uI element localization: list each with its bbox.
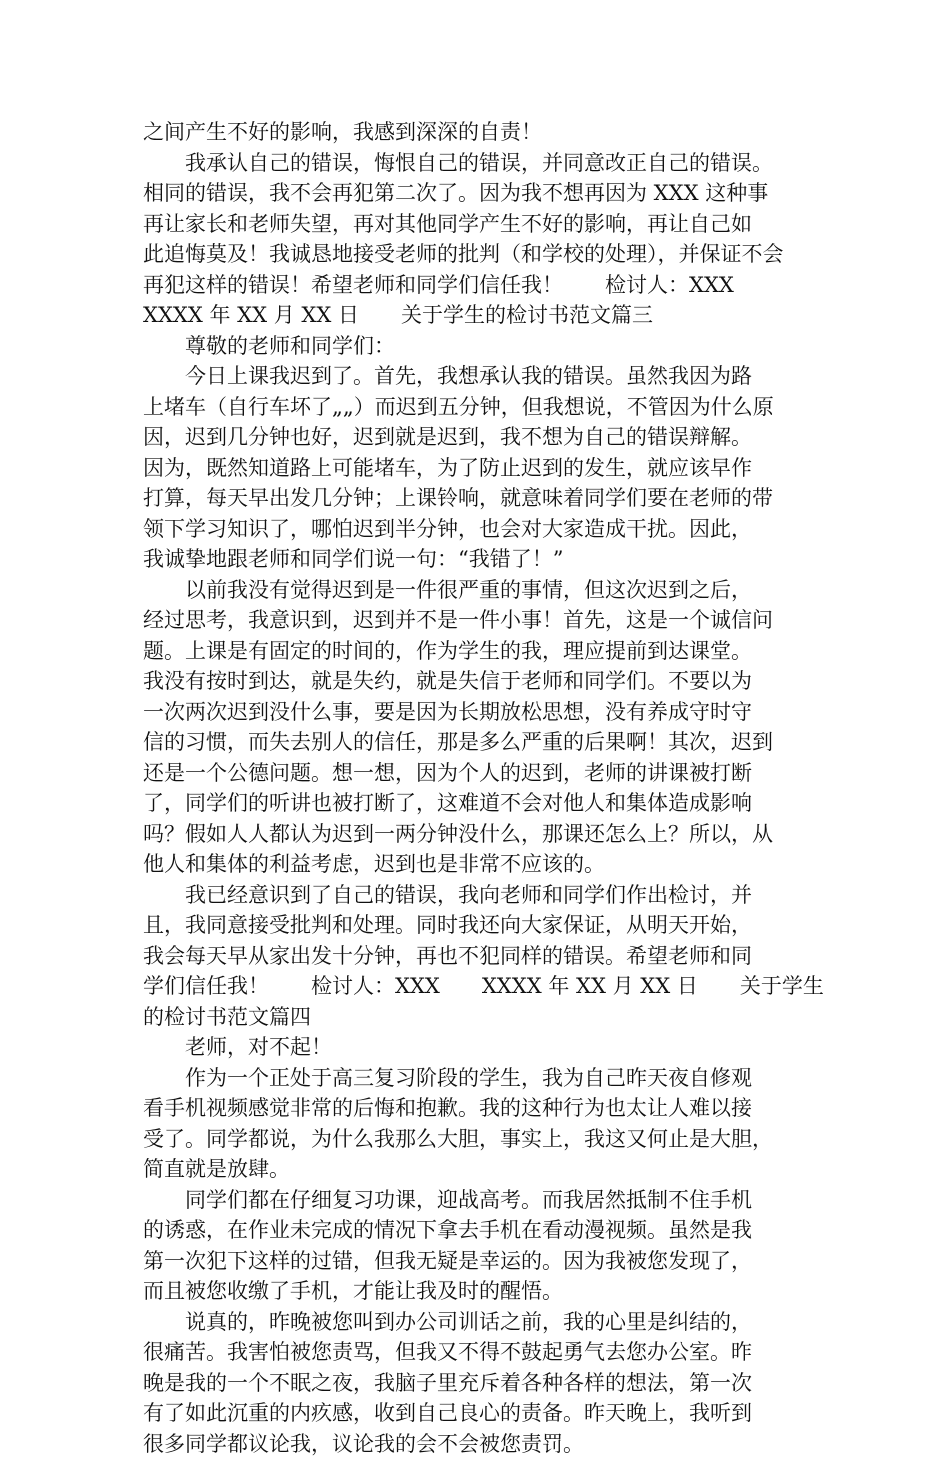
text-line: 很多同学都议论我，议论我的会不会被您责罚。 [143,1429,815,1459]
text-line: 领下学习知识了，哪怕迟到半分钟，也会对大家造成干扰。因此， [143,514,815,545]
text-line: XXXX 年 XX 月 XX 日 关于学生的检讨书范文篇三 [143,300,815,331]
text-line: 同学们都在仔细复习功课，迎战高考。而我居然抵制不住手机 [143,1185,815,1216]
text-line: 很痛苦。我害怕被您责骂，但我又不得不鼓起勇气去您办公室。昨 [143,1337,815,1368]
text-line: 了，同学们的听讲也被打断了，这难道不会对他人和集体造成影响 [143,788,815,819]
text-line: 因，迟到几分钟也好，迟到就是迟到，我不想为自己的错误辩解。 [143,422,815,453]
text-line: 信的习惯，而失去别人的信任，那是多么严重的后果啊！其次，迟到 [143,727,815,758]
text-line: 且，我同意接受批判和处理。同时我还向大家保证，从明天开始， [143,910,815,941]
text-line: 此追悔莫及！我诚恳地接受老师的批判（和学校的处理），并保证不会 [143,239,815,270]
text-line: 第一次犯下这样的过错，但我无疑是幸运的。因为我被您发现了， [143,1246,815,1277]
text-line: 晚是我的一个不眠之夜，我脑子里充斥着各种各样的想法，第一次 [143,1368,815,1399]
text-line: 一次两次迟到没什么事，要是因为长期放松思想，没有养成守时守 [143,697,815,728]
text-line: 老师，对不起！ [143,1032,815,1063]
text-line: 简直就是放肆。 [143,1154,815,1185]
text-line: 的诱惑，在作业未完成的情况下拿去手机在看动漫视频。虽然是我 [143,1215,815,1246]
text-line: 我诚挚地跟老师和同学们说一句：“我错了！” [143,544,815,575]
text-line: 经过思考，我意识到，迟到并不是一件小事！首先，这是一个诚信问 [143,605,815,636]
text-line: 有了如此沉重的内疚感，收到自己良心的责备。昨天晚上，我听到 [143,1398,815,1429]
text-line: 学们信任我！ 检讨人：XXX XXXX 年 XX 月 XX 日 关于学生 [143,971,815,1002]
text-line: 我没有按时到达，就是失约，就是失信于老师和同学们。不要以为 [143,666,815,697]
text-line: 相同的错误，我不会再犯第二次了。因为我不想再因为 XXX 这种事 [143,178,815,209]
text-line: 我承认自己的错误，悔恨自己的错误，并同意改正自己的错误。 [143,148,815,179]
text-line: 打算，每天早出发几分钟；上课铃响，就意味着同学们要在老师的带 [143,483,815,514]
text-line: 的检讨书范文篇四 [143,1002,815,1033]
text-line: 我会每天早从家出发十分钟，再也不犯同样的错误。希望老师和同 [143,941,815,972]
text-line: 因为，既然知道路上可能堵车，为了防止迟到的发生，就应该早作 [143,453,815,484]
text-line: 受了。同学都说，为什么我那么大胆，事实上，我这又何止是大胆， [143,1124,815,1155]
text-line: 看手机视频感觉非常的后悔和抱歉。我的这种行为也太让人难以接 [143,1093,815,1124]
text-line: 今日上课我迟到了。首先，我想承认我的错误。虽然我因为路 [143,361,815,392]
text-line: 我已经意识到了自己的错误，我向老师和同学们作出检讨，并 [143,880,815,911]
text-line: 再让家长和老师失望，再对其他同学产生不好的影响，再让自己如 [143,209,815,240]
text-line: 作为一个正处于高三复习阶段的学生，我为自己昨天夜自修观 [143,1063,815,1094]
text-line: 还是一个公德问题。想一想，因为个人的迟到，老师的讲课被打断 [143,758,815,789]
text-line: 之间产生不好的影响，我感到深深的自责！ [143,117,815,148]
document-body [143,117,815,1459]
text-line: 尊敬的老师和同学们： [143,331,815,362]
text-line: 说真的，昨晚被您叫到办公司训话之前，我的心里是纠结的， [143,1307,815,1338]
text-line: 题。上课是有固定的时间的，作为学生的我，理应提前到达课堂。 [143,636,815,667]
text-line: 吗？假如人人都认为迟到一两分钟没什么，那课还怎么上？所以，从 [143,819,815,850]
text-line: 他人和集体的利益考虑，迟到也是非常不应该的。 [143,849,815,880]
text-line: 而且被您收缴了手机，才能让我及时的醒悟。 [143,1276,815,1307]
text-line: 上堵车（自行车坏了„„）而迟到五分钟，但我想说，不管因为什么原 [143,392,815,423]
text-line: 以前我没有觉得迟到是一件很严重的事情，但这次迟到之后， [143,575,815,606]
text-line: 再犯这样的错误！希望老师和同学们信任我！ 检讨人：XXX [143,270,815,301]
